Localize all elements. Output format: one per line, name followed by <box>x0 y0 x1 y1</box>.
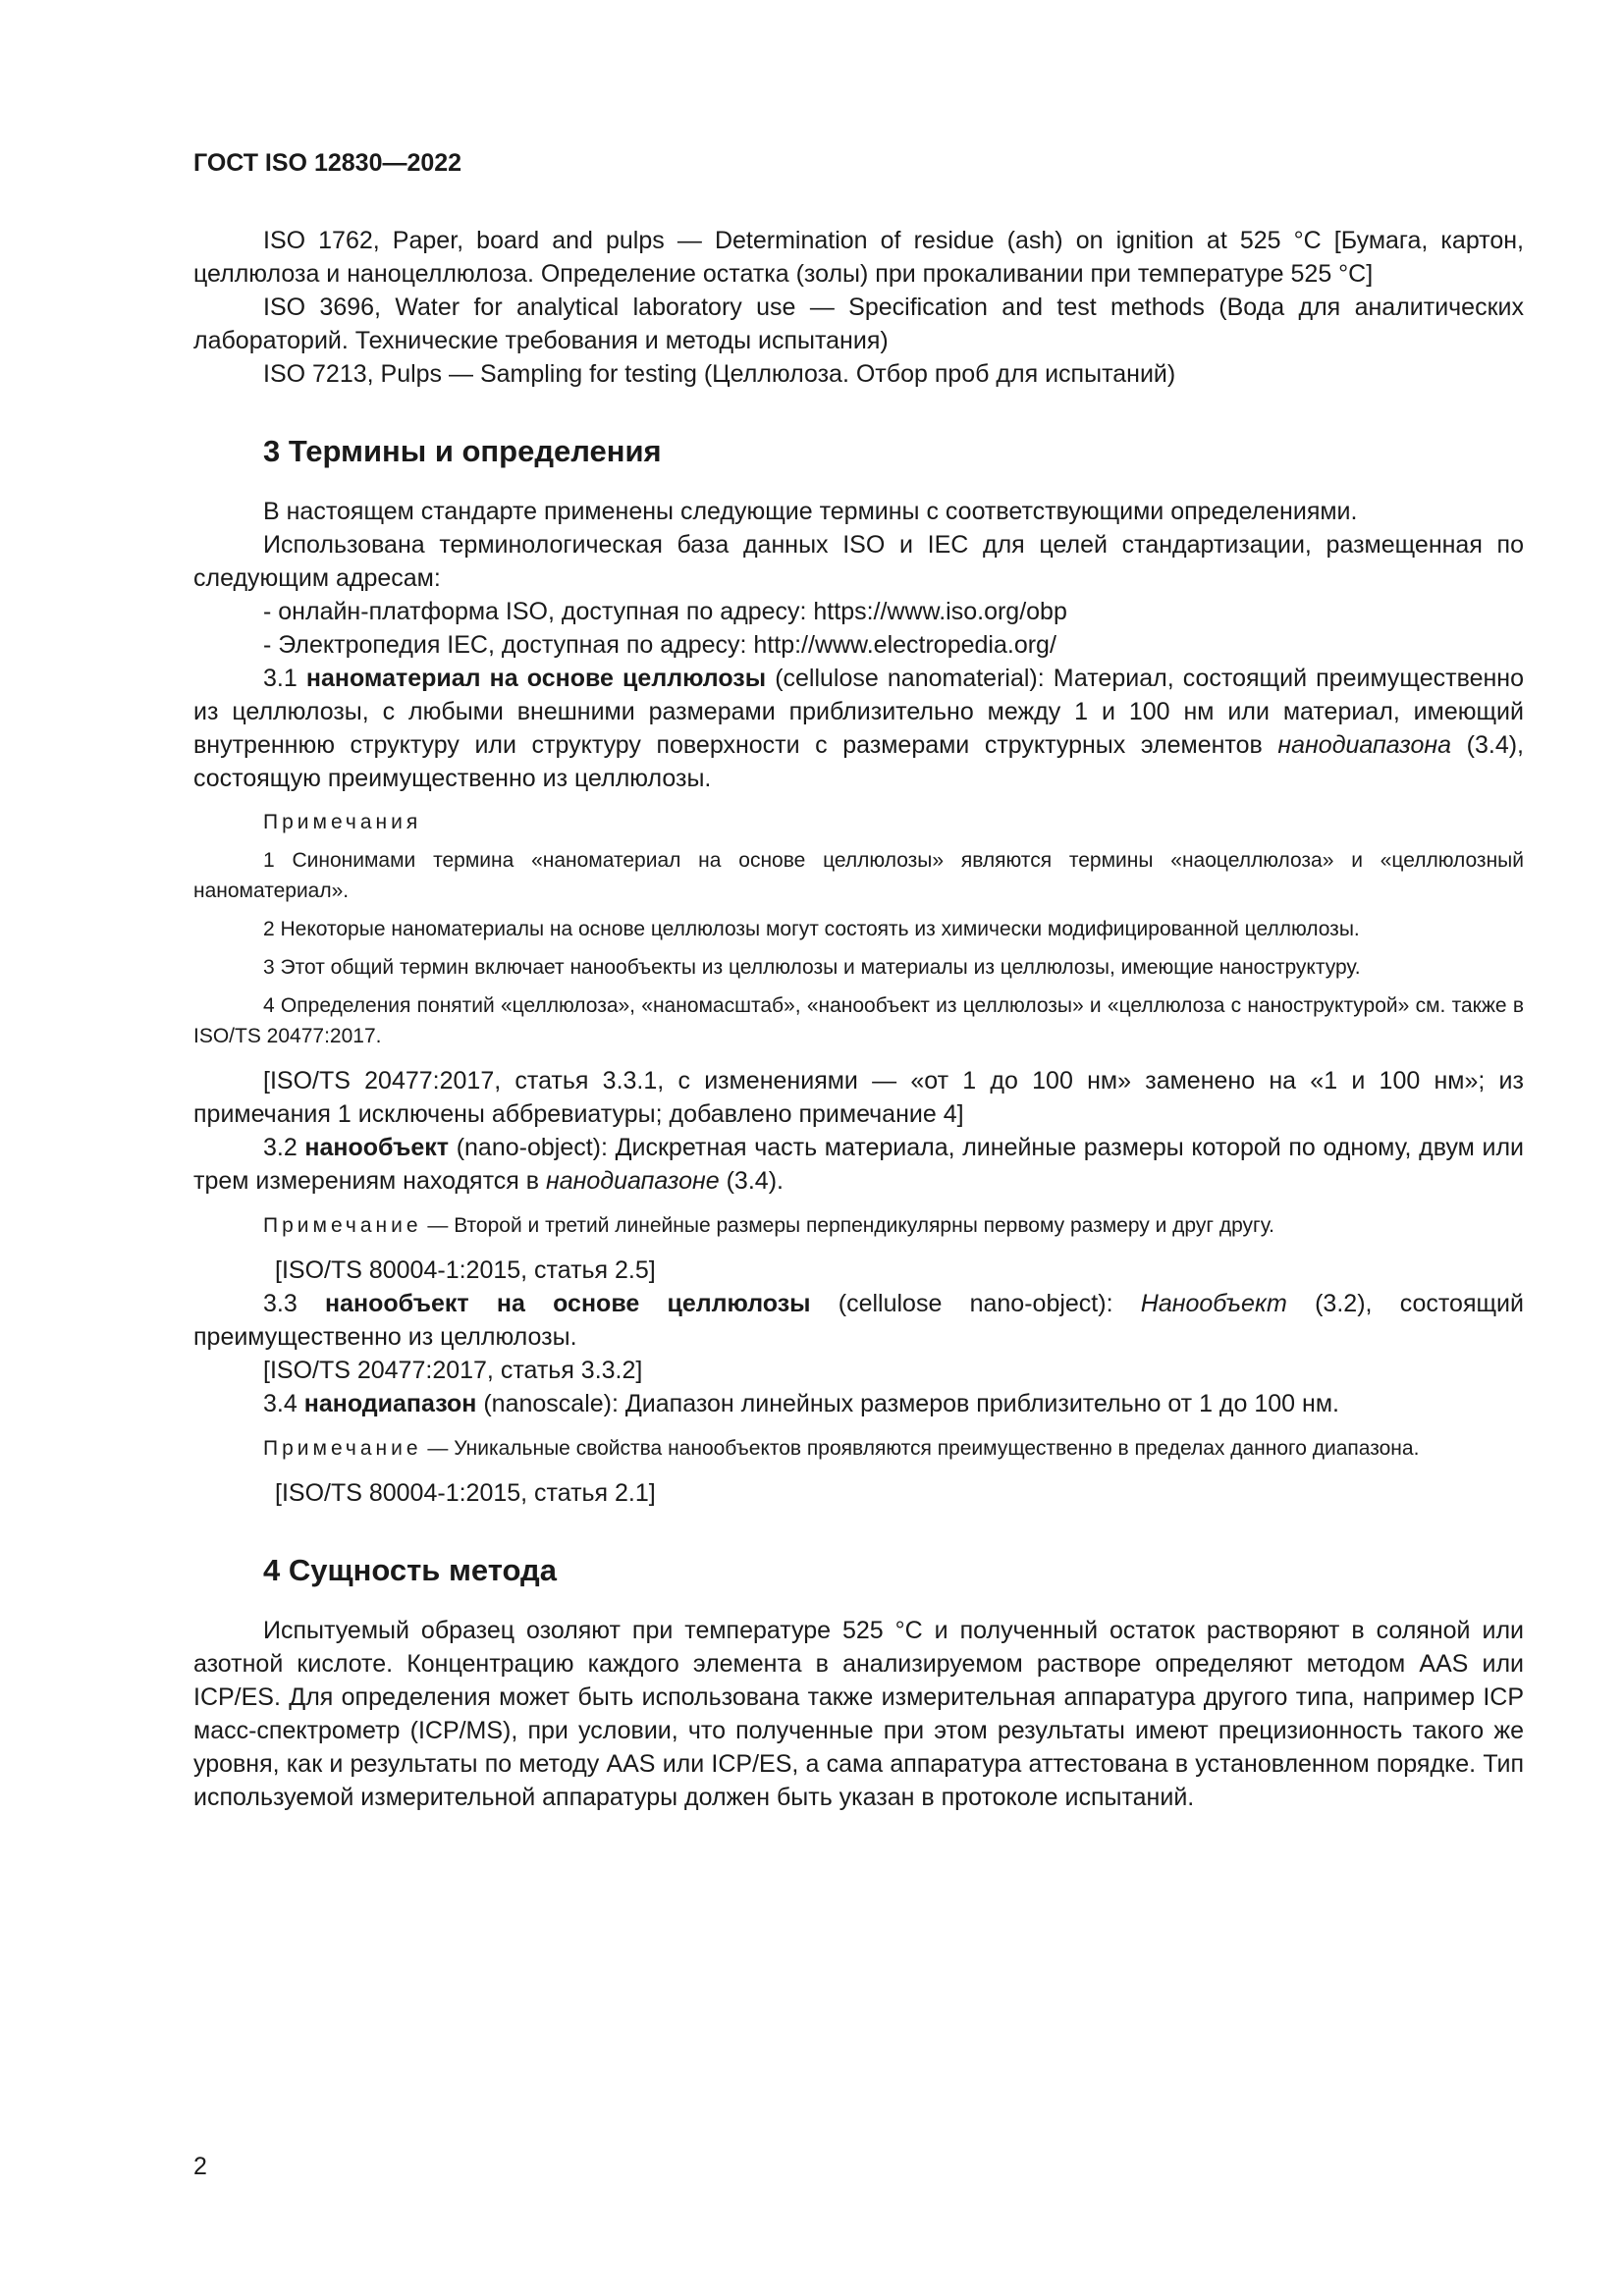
term-definition: (nanoscale): Диапазон линейных размеров приблизительно от 1 до 100 нм. <box>483 1390 1339 1417</box>
term-definition: (cellulose nanomaterial): Материал, состоящий преимущественно из целлюлозы, с любыми внешними размерами приблизительно между 1 и 100 нм или материал, имеющий внутреннюю структуру или структуру поверхности с размерами структурных элементов <box>193 665 1524 759</box>
note-4: 4 Определения понятий «целлюлоза», «наномасштаб», «нанообъект из целлюлозы» и «целлюлоза с наноструктурой» см. также в ISO/TS 20477:2017. <box>193 994 1524 1047</box>
term-name: наноматериал на основе целлюлозы <box>305 665 767 692</box>
term-definition-end: (3.2), состоящий преимущественно из целлюлозы. <box>193 1290 1524 1351</box>
note-text: — Уникальные свойства нанообъектов проявляются преимущественно в пределах данного диапазона. <box>427 1437 1420 1460</box>
term-name: нанообъект <box>304 1134 450 1161</box>
term-number: 3.2 <box>263 1134 298 1161</box>
term-name: нанообъект на основе целлюлозы <box>325 1290 811 1317</box>
term-reference: нанодиапазона <box>1277 731 1452 759</box>
section-3-intro-2: Использована терминологическая база данных ISO и IEC для целей стандартизации, размещенная по следующим адресам: <box>193 531 1524 592</box>
term-3-2 <box>193 1131 1524 1198</box>
source-3-2: [ISO/TS 80004-1:2015, статья 2.5] <box>275 1256 656 1284</box>
document-header-title: ГОСТ ISO 12830—2022 <box>193 149 462 177</box>
note-3-2 <box>193 1210 1524 1241</box>
section-3-intro-1: В настоящем стандарте применены следующие термины с соответствующими определениями. <box>263 498 1358 525</box>
reference-iso-3696: ISO 3696, Water for analytical laboratory use — Specification and test methods (Вода для аналитических лабораторий. Технические требования и методы испытания) <box>193 294 1524 354</box>
note-label: Примечание <box>263 1214 422 1237</box>
page-number: 2 <box>193 2153 207 2180</box>
notes-label: Примечания <box>263 811 422 833</box>
bullet-iso-obp: - онлайн-платформа ISO, доступная по адресу: https://www.iso.org/obp <box>263 598 1067 625</box>
source-3-1: [ISO/TS 20477:2017, статья 3.3.1, с изменениями — «от 1 до 100 нм» заменено на «1 и 100 нм»; из примечания 1 исключены аббревиатуры; добавлено примечание 4] <box>193 1067 1524 1128</box>
note-3-4 <box>193 1433 1524 1464</box>
note-2: 2 Некоторые наноматериалы на основе целлюлозы могут состоять из химически модифицированной целлюлозы. <box>263 918 1360 940</box>
note-text: — Второй и третий линейные размеры перпендикулярны первому размеру и друг другу. <box>427 1214 1274 1237</box>
source-3-4: [ISO/TS 80004-1:2015, статья 2.1] <box>275 1479 656 1507</box>
section-4-text: Испытуемый образец озоляют при температуре 525 °C и полученный остаток растворяют в соляной или азотной кислоте. Концентрацию каждого элемента в анализируемом растворе определяют методом AAS или ICP/ES. Для определения может быть использована также измерительная аппаратура другого типа, например ICP масс-спектрометр (ICP/MS), при условии, что полученные при этом результаты имеют прецизионность такого же уровня, как и результаты по методу AAS или ICP/ES, а сама аппаратура аттестована в установленном порядке. Тип используемой измерительной аппаратуры должен быть указан в протоколе испытаний. <box>193 1617 1524 1811</box>
reference-iso-7213: ISO 7213, Pulps — Sampling for testing (Целлюлоза. Отбор проб для испытаний) <box>263 360 1176 388</box>
term-3-1 <box>193 662 1524 795</box>
term-definition-end: (3.4), состоящую преимущественно из целлюлозы. <box>193 731 1524 792</box>
term-definition: (nano-object): Дискретная часть материала, линейные размеры которой по одному, двум или трем измерениям находятся в <box>193 1134 1525 1195</box>
bullet-electropedia: - Электропедия IEC, доступная по адресу: http://www.electropedia.org/ <box>263 631 1056 659</box>
term-3-3 <box>193 1287 1524 1354</box>
term-3-4 <box>193 1387 1524 1420</box>
term-name: нанодиапазон <box>303 1390 477 1417</box>
section-3-heading: 3 Термины и определения <box>263 434 662 468</box>
source-3-3: [ISO/TS 20477:2017, статья 3.3.2] <box>263 1357 643 1384</box>
document-body <box>193 224 1524 1814</box>
note-label: Примечание <box>263 1437 422 1460</box>
reference-iso-1762: ISO 1762, Paper, board and pulps — Determination of residue (ash) on ignition at 525 °C [Бумага, картон, целлюлоза и наноцеллюлоза. Определение остатка (золы) при прокаливании при температуре 525 °C] <box>193 227 1524 288</box>
term-number: 3.4 <box>263 1390 298 1417</box>
section-4-heading: 4 Сущность метода <box>263 1553 557 1587</box>
term-definition: (cellulose nano-object): <box>838 1290 1113 1317</box>
note-1: 1 Синонимами термина «наноматериал на основе целлюлозы» являются термины «наоцеллюлоза» и «целлюлозный наноматериал». <box>193 849 1524 902</box>
term-reference: Нанообъект <box>1140 1290 1287 1317</box>
term-definition-end: (3.4). <box>726 1167 784 1195</box>
term-number: 3.3 <box>263 1290 298 1317</box>
note-3: 3 Этот общий термин включает нанообъекты из целлюлозы и материалы из целлюлозы, имеющие наноструктуру. <box>263 956 1361 979</box>
term-number: 3.1 <box>263 665 298 692</box>
term-reference: нанодиапазоне <box>545 1167 720 1195</box>
